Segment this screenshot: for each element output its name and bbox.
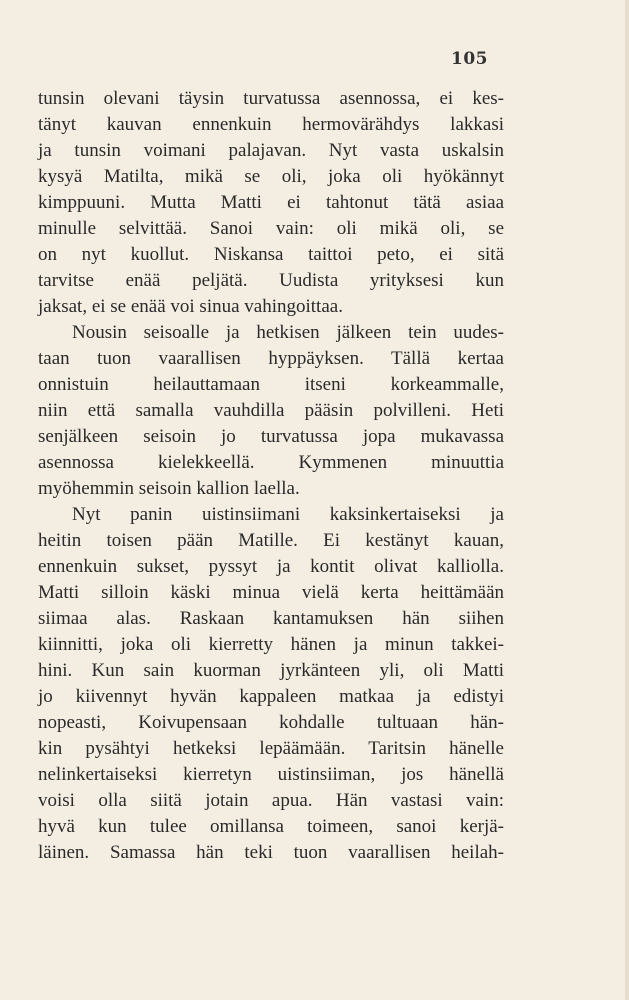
text-line: hini. Kun sain kuorman jyrkänteen yli, oli Matti xyxy=(38,660,504,681)
text-line: nopeasti, Koivupensaan kohdalle tultuaan hän- xyxy=(38,712,504,733)
text-line: asennossa kielekkeellä. Kymmenen minuuttia xyxy=(38,452,504,473)
text-line: jo kiivennyt hyvän kappaleen matkaa ja edistyi xyxy=(38,686,504,707)
text-line: ennenkuin sukset, pyssyt ja kontit olivat kalliolla. xyxy=(38,556,504,577)
text-line: siimaa alas. Raskaan kantamuksen hän siihen xyxy=(38,608,504,629)
text-line: Nousin seisoalle ja hetkisen jälkeen tein uudes- xyxy=(72,322,504,343)
text-line: jaksat, ei se enää voi sinua vahingoittaa. xyxy=(38,296,343,317)
text-line: kin pysähtyi hetkeksi lepäämään. Taritsin hänelle xyxy=(38,738,504,759)
body-text xyxy=(38,86,504,866)
text-line: on nyt kuollut. Niskansa taittoi peto, ei sitä xyxy=(38,244,504,265)
text-line: hyvä kun tulee omillansa toimeen, sanoi kerjä- xyxy=(38,816,504,837)
text-line: kysyä Matilta, mikä se oli, joka oli hyökännyt xyxy=(38,166,504,187)
text-line: minulle selvittää. Sanoi vain: oli mikä oli, se xyxy=(38,218,504,239)
text-line: senjälkeen seisoin jo turvatussa jopa mukavassa xyxy=(38,426,504,447)
text-line: kiinnitti, joka oli kierretty hänen ja minun takkei- xyxy=(38,634,504,655)
text-line: Matti silloin käski minua vielä kerta heittämään xyxy=(38,582,504,603)
text-line: ja tunsin voimani palajavan. Nyt vasta uskalsin xyxy=(38,140,504,161)
text-line: heitin toisen pään Matille. Ei kestänyt kauan, xyxy=(38,530,504,551)
text-line: voisi olla siitä jotain apua. Hän vastasi vain: xyxy=(38,790,504,811)
text-line: niin että samalla vauhdilla pääsin polvilleni. Heti xyxy=(38,400,504,421)
text-line: tänyt kauvan ennenkuin hermovärähdys lakkasi xyxy=(38,114,504,135)
text-line: kimppuuni. Mutta Matti ei tahtonut tätä asiaa xyxy=(38,192,504,213)
page-number: 105 xyxy=(451,49,488,69)
text-line: tarvitse enää peljätä. Uudista yrityksesi kun xyxy=(38,270,504,291)
text-line: Nyt panin uistinsiimani kaksinkertaiseksi ja xyxy=(72,504,504,525)
text-line: myöhemmin seisoin kallion laella. xyxy=(38,478,300,499)
text-line: tunsin olevani täysin turvatussa asennossa, ei kes- xyxy=(38,88,504,109)
text-line: nelinkertaiseksi kierretyn uistinsiiman, jos hänellä xyxy=(38,764,504,785)
page-edge xyxy=(625,0,629,1000)
text-line: taan tuon vaarallisen hyppäyksen. Tällä kertaa xyxy=(38,348,504,369)
text-line: onnistuin heilauttamaan itseni korkeammalle, xyxy=(38,374,504,395)
text-line: läinen. Samassa hän teki tuon vaarallisen heilah- xyxy=(38,842,504,863)
